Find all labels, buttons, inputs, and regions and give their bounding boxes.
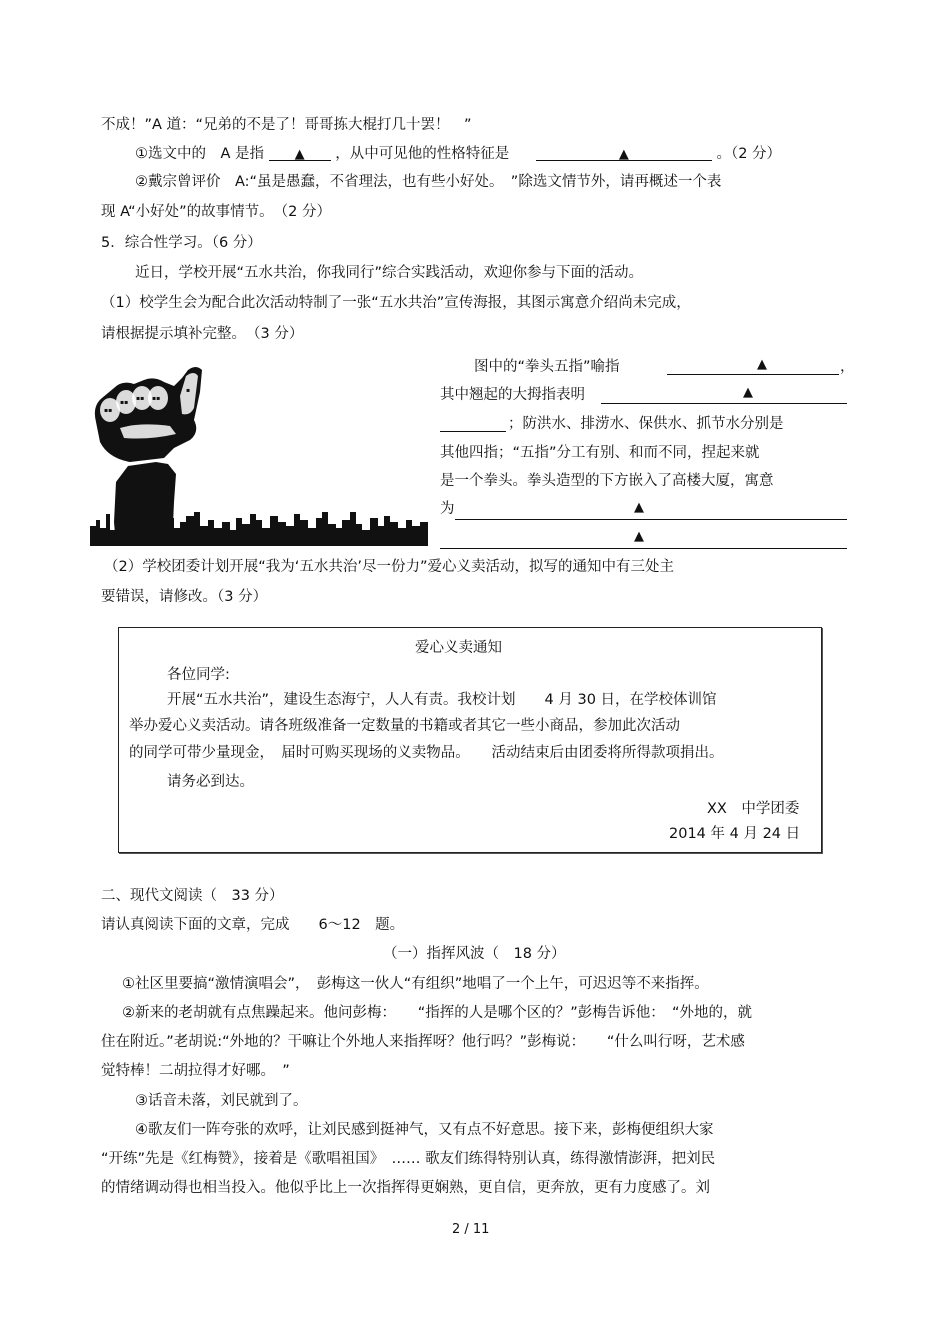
notice-body-1: 开展“五水共治”，建设生态海宁，人人有责。我校计划 4 月 30 日，在学校体训馆: [167, 692, 717, 708]
section-2-instruction: 请认真阅读下面的文章，完成 6～12 题。: [101, 917, 405, 933]
paragraph-1: ①社区里要搞“激情演唱会”， 彭梅这一伙人“有组织”地唱了一个上午，可迟迟等不来指挥。: [122, 976, 709, 992]
question-5-2-cont: 要错误，请修改。（3 分）: [101, 589, 268, 605]
answer-blank-thumb[interactable]: [601, 403, 847, 404]
notice-date: 2014 年 4 月 24 日: [669, 826, 801, 842]
poster-desc-3: ；防洪水、排涝水、保供水、抓节水分别是: [508, 416, 784, 432]
poster-desc-6: 为: [440, 501, 455, 517]
paragraph-2-cont2: 觉特棒！二胡拉得才好哪。 ”: [101, 1063, 290, 1079]
poster-desc-1-text: 图中的“拳头五指”喻指: [474, 359, 620, 375]
question-5-1: （1）校学生会为配合此次活动特制了一张“五水共治”宣传海报，其图示寓意介绍尚未完成，: [101, 295, 691, 311]
article-title: （一）指挥风波（ 18 分）: [383, 946, 566, 962]
answer-blank-meaning-cont[interactable]: [440, 548, 847, 549]
question-5-intro: 近日，学校开展“五水共治，你我同行”综合实践活动，欢迎你参与下面的活动。: [135, 265, 644, 281]
paragraph-4-cont2: 的情绪调动得也相当投入。他似乎比上一次指挥得更娴熟，更自信，更奔放，更有力度感了。刘: [101, 1180, 710, 1196]
svg-text:▪▪: ▪▪: [136, 395, 145, 402]
question-4-2-cont: 现 A“小好处”的故事情节。 （2 分）: [101, 204, 332, 220]
paragraph-2-cont: 住在附近。”老胡说:“外地的？干嘛让个外地人来指挥呀？他行吗？”彭梅说： “什么叫行呀，艺术感: [101, 1034, 745, 1050]
triangle-marker-icon: ▲: [618, 147, 629, 162]
notice-body-2: 举办爱心义卖活动。请各班级准备一定数量的书籍或者其它一些小商品，参加此次活动: [129, 718, 680, 734]
q41-text-b: ，从中可见他的性格特征是: [335, 146, 510, 162]
notice-body-3: 的同学可带少量现金， 届时可购买现场的义卖物品。 活动结束后由团委将所得款项捐出。: [129, 745, 724, 761]
poster-desc-4: 其他四指；“五指”分工有别、和而不同，捏起来就: [440, 445, 760, 461]
notice-title: 爱心义卖通知: [415, 640, 502, 656]
question-5-2: （2）学校团委计划开展“我为‘五水共治’尽一份力”爱心义卖活动，拟写的通知中有三处主: [104, 559, 674, 575]
answer-blank-meaning[interactable]: [455, 519, 847, 520]
comma: ，: [840, 359, 855, 375]
svg-text:▪▪: ▪▪: [120, 399, 129, 406]
answer-blank-character-trait[interactable]: [536, 144, 712, 161]
notice-body-4: 请务必到达。: [167, 774, 254, 790]
poster-desc-5: 是一个拳头。拳头造型的下方嵌入了高楼大厦，寓意: [440, 473, 774, 489]
charity-sale-notice: [118, 627, 822, 853]
paragraph-4-cont: “开练”先是《红梅赞》，接着是《歌唱祖国》 …… 歌友们练得特别认真，练得激情澎湃，把刘民: [101, 1151, 716, 1167]
triangle-marker-icon: ▲: [634, 529, 644, 544]
paragraph-4: ④歌友们一阵夸张的欢呼，让刘民感到挺神气，又有点不好意思。接下来，彭梅便组织大家: [135, 1122, 714, 1138]
triangle-marker-icon: ▲: [634, 500, 644, 515]
section-2-heading: 二、现代文阅读（ 33 分）: [101, 888, 284, 904]
poster-desc-2: 其中翘起的大拇指表明: [440, 387, 585, 403]
triangle-marker-icon: ▲: [743, 385, 753, 400]
answer-blank-five-fingers[interactable]: [667, 374, 839, 375]
question-4-1: [135, 144, 781, 164]
answer-blank-thumb-cont[interactable]: [440, 431, 506, 432]
answer-blank-a-refers[interactable]: [269, 144, 331, 161]
paragraph-2: ②新来的老胡就有点焦躁起来。他问彭梅： “指挥的人是哪个区的？”彭梅告诉他： “外地的，就: [122, 1005, 753, 1021]
question-4-2: ②戴宗曾评价 A:“虽是愚蠢，不省理法，也有些小好处。 ”除选文情节外，请再概述一个表: [135, 174, 722, 190]
q41-text-a: ①选文中的 A 是指: [135, 146, 265, 162]
notice-signature: XX 中学团委: [707, 801, 800, 817]
svg-text:▪▪: ▪▪: [104, 407, 113, 414]
fist-poster-image: [90, 362, 428, 546]
question-5-1-cont: 请根据提示填补完整。 （3 分）: [101, 326, 304, 342]
question-5-heading: 5．综合性学习。（6 分）: [101, 235, 262, 251]
svg-text:▪▪: ▪▪: [152, 395, 161, 402]
poster-desc-1: [474, 357, 620, 377]
triangle-marker-icon: ▲: [757, 357, 767, 372]
triangle-marker-icon: ▲: [294, 147, 305, 162]
svg-text:▪: ▪: [186, 387, 191, 394]
notice-greeting: 各位同学:: [167, 667, 230, 683]
page-number: 2 / 11: [452, 1222, 490, 1237]
q41-score: 。（2 分）: [716, 146, 782, 162]
paragraph-3: ③话音未落，刘民就到了。: [135, 1093, 308, 1109]
quote-line: 不成！”A 道：“兄弟的不是了！哥哥拣大棍打几十罢！ ”: [101, 117, 472, 133]
